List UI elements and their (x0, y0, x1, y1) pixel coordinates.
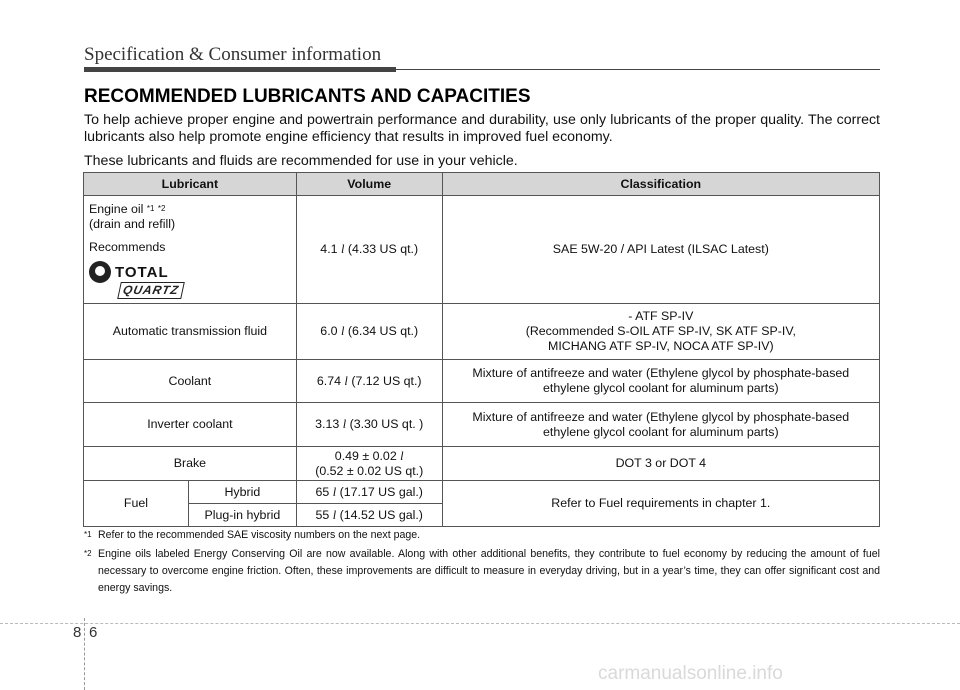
coolant-classification: Mixture of antifreeze and water (Ethylene glycol by phosphate-based ethylene glycol coolant for aluminum parts) (442, 360, 879, 403)
footnotes (84, 527, 880, 597)
footer-rule (0, 623, 960, 624)
fuel-plugin-volume: 55 l (14.52 US gal.) (296, 504, 442, 527)
page-chapter: 8 (73, 624, 82, 641)
fuel-plugin-label: Plug-in hybrid (188, 504, 296, 527)
coolant-volume: 6.74 l (7.12 US qt.) (296, 360, 442, 403)
page-number: 6 (89, 624, 98, 641)
engine-oil-classification: SAE 5W-20 / API Latest (ILSAC Latest) (442, 196, 879, 304)
quartz-logo: QUARTZ (117, 282, 184, 299)
fuel-hybrid-label: Hybrid (188, 481, 296, 504)
atf-classification: - ATF SP-IV (Recommended S-OIL ATF SP-IV, SK ATF SP-IV, MICHANG ATF SP-IV, NOCA ATF SP-IV) (442, 304, 879, 360)
inverter-coolant-name: Inverter coolant (84, 403, 297, 447)
intro-text (84, 112, 880, 170)
table-row-coolant (84, 360, 880, 403)
fuel-name: Fuel (84, 481, 189, 527)
watermark: carmanualsonline.info (598, 663, 783, 684)
total-logo-text: TOTAL (115, 263, 169, 281)
footnote-1: $^{*1}$ Refer to the recommended SAE viscosity numbers on the next page. (84, 529, 421, 541)
fuel-classification: Refer to Fuel requirements in chapter 1. (442, 481, 879, 527)
section-title: RECOMMENDED LUBRICANTS AND CAPACITIES (84, 86, 531, 107)
lubricants-table (83, 172, 880, 527)
header-volume: Volume (296, 173, 442, 196)
inverter-coolant-volume: 3.13 l (3.30 US qt. ) (296, 403, 442, 447)
header-title: Specification & Consumer information (84, 44, 382, 65)
total-logo (89, 261, 291, 283)
engine-oil-drain: (drain and refill) (89, 217, 176, 231)
engine-oil-recommends: Recommends (89, 240, 166, 254)
engine-oil-name: Engine oil $^{*1}$ $^{*2}$ (89, 202, 166, 216)
inverter-coolant-classification: Mixture of antifreeze and water (Ethylene glycol by phosphate-based ethylene glycol coolant for aluminum parts) (442, 403, 879, 447)
header-rule (396, 69, 880, 70)
atf-name: Automatic transmission fluid (84, 304, 297, 360)
intro-paragraph-2: These lubricants and fluids are recommended for use in your vehicle. (84, 153, 518, 169)
table-row-brake (84, 447, 880, 481)
total-logo-icon (89, 261, 111, 283)
intro-paragraph-1: To help achieve proper engine and powertrain performance and durability, use only lubricants of the proper quality. The correct lubricants also help promote engine efficiency that results in improved fuel economy. (84, 112, 880, 145)
coolant-name: Coolant (84, 360, 297, 403)
header-bar (84, 67, 396, 72)
table-row-fuel-hybrid (84, 481, 880, 504)
brake-name: Brake (84, 447, 297, 481)
table-row-inverter-coolant (84, 403, 880, 447)
engine-oil-volume: 4.1 l (4.33 US qt.) (296, 196, 442, 304)
header-classification: Classification (442, 173, 879, 196)
header-lubricant: Lubricant (84, 173, 297, 196)
brake-classification: DOT 3 or DOT 4 (442, 447, 879, 481)
table-row-engine-oil (84, 196, 880, 304)
table-header-row (84, 173, 880, 196)
footnote-2: $^{*2}$ Engine oils labeled Energy Conserving Oil are now available. Along with other additional benefits, they contribute to fuel economy by reducing the amount of fuel necessary to overcome engine friction. Often, these improvements are difficult to measure in everyday driving, but in a year’s time, they can offer significant cost and energy savings. (84, 548, 880, 594)
fuel-hybrid-volume: 65 l (17.17 US gal.) (296, 481, 442, 504)
footer-divider (84, 618, 85, 690)
table-row-atf (84, 304, 880, 360)
engine-oil-cell (84, 196, 297, 304)
brake-volume: 0.49 ± 0.02 l (0.52 ± 0.02 US qt.) (296, 447, 442, 481)
atf-volume: 6.0 l (6.34 US qt.) (296, 304, 442, 360)
